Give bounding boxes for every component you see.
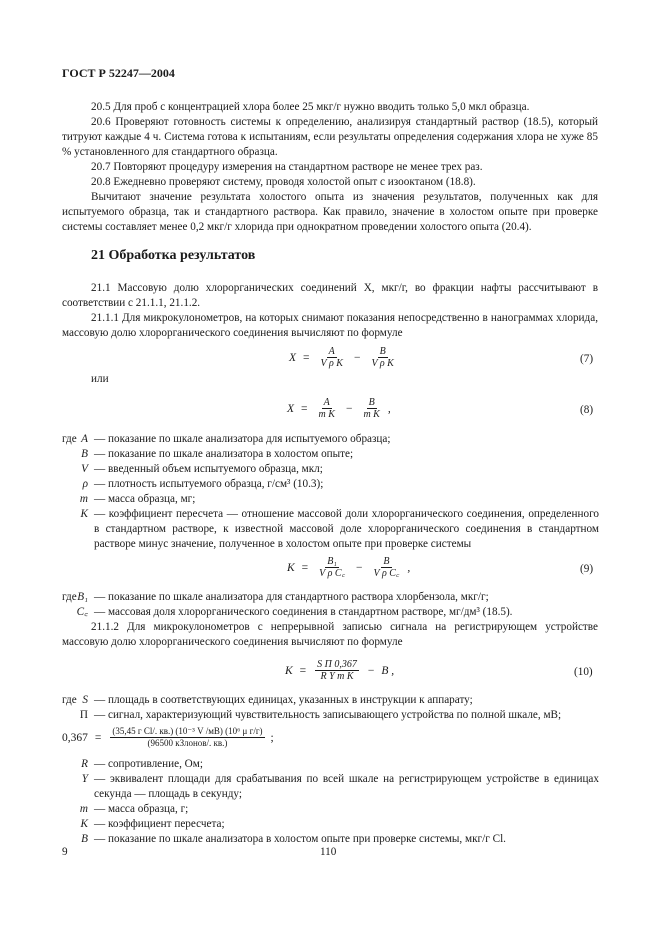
document-header: ГОСТ Р 52247—2004 — [62, 66, 175, 80]
definitions-list-1: A — показание по шкале анализатора для испытуемого образца; B — показание по шкале анализатора в холостом опыте; V — введенный объем испытуемого образца, мкл; ρ — плотность испытуемого образца, г/см³ (10.3); m — масса образца, мг; K — коэффициент пересчета — отношение массовой доли хлорорганического соединения, определенного в стандартном растворе, к известной массовой доле хлорорганического соединения в стандартном растворе минус значение, полученное в холостом опыте при проверке системы — [79, 433, 599, 550]
definitions-list-2: B₁ — показание по шкале анализатора для стандартного раствора хлорбензола, мкг/г; C꜀ — массовая доля хлорорганического соединения в стандартном растворе, мг/дм³ (18.5). — [76, 591, 513, 618]
fraction: $\frac{B}{\text{m K}}$ — [363, 397, 380, 420]
fraction: $\frac{\text{S П 0,367}}{\text{R Y m K}}$ — [317, 659, 357, 682]
equation-number: (10) — [574, 666, 593, 678]
where-label: где — [62, 433, 77, 445]
equation-number: (9) — [580, 563, 594, 575]
where-label: где — [62, 591, 77, 603]
page-number-center: 110 — [320, 846, 337, 858]
definitions-list-3: S — площадь в соответствующих единицах, указанных в инструкции к аппарату; П — сигнал, характеризующий чувствительность записывающего устройства по полной шкале, мВ; — [79, 694, 562, 721]
paragraph-20-6: 20.6 Проверяют готовность системы к определению, анализируя стандартный раствор (18.5), который титруют каждые 4 ч. Система готова к испытаниям, если результаты определения содержания хлора не хуже 85 % установленного для стандартного образца. — [62, 116, 598, 158]
fraction: $\frac{\text{B₁}}{\text{V ρ C꜀}}$ — [319, 556, 346, 579]
page-number-left: 9 — [62, 846, 68, 858]
formula-8: X = $\frac{A}{\text{m K}}$ − $\frac{B}{\text{m K}}$ , — [287, 397, 391, 420]
where-label: где — [62, 694, 77, 706]
formula-9: K = $\frac{\text{B₁}}{\text{V ρ C꜀}}$ − $\frac{B}{\text{V ρ C꜀}}$ , — [287, 556, 411, 579]
fraction: $\frac{A}{\text{V ρ K}}$ — [320, 346, 343, 369]
paragraph-21-1-2: 21.1.2 Для микрокулонометров с непрерывной записью сигнала на регистрирующем устройстве массовую долю хлорорганического соединения вычисляют по формуле — [62, 621, 598, 648]
paragraph-21-1-1: 21.1.1 Для микрокулонометров, на которых снимают показания непосредственно в нанограммах хлорида, массовую долю хлорорганического соединения вычисляют по формуле — [62, 312, 598, 339]
fraction: $\frac{\text{(35,45 г Cl/. кв.) (10⁻³ V /мВ) (10⁶ μ г/г)}}{\text{(96500 кЗлонов/. кв.)}}$ — [112, 726, 263, 748]
formula-7: X = $\frac{A}{\text{V ρ K}}$ − $\frac{B}{\text{V ρ K}}$ — [289, 346, 394, 369]
paragraph-20-8: 20.8 Ежедневно проверяют систему, проводя холостой опыт с изооктаном (18.8). — [91, 176, 476, 188]
fraction: $\frac{B}{\text{V ρ C꜀}}$ — [373, 556, 400, 579]
definitions-list-4: R — сопротивление, Ом; Y — эквивалент площади для срабатывания по всей шкале на регистрирующем устройстве в единицах секунда — площадь в секунду; m — масса образца, г; K — коэффициент пересчета; B — показание по шкале анализатора в холостом опыте при проверке системы, мкг/г Cl. — [79, 758, 599, 845]
formula-10: K = $\frac{\text{S П 0,367}}{\text{R Y m K}}$ − B , — [285, 659, 395, 682]
paragraph-blank-subtraction: Вычитают значение результата холостого опыта из значения результатов, полученных как для испытуемого образца, так и стандартного раствора. Как правило, значение в холостом опыте при проверке системы составляет менее 0,2 мкг/г хлорида при однократном проведении холостого опыта (20.4). — [62, 191, 598, 233]
equation-number: (7) — [580, 353, 594, 365]
paragraph-21-1: 21.1 Массовую долю хлорорганических соединений X, мкг/г, во фракции нафты рассчитывают в соответствии с 21.1.1, 21.1.2. — [62, 282, 598, 309]
fraction: $\frac{B}{\text{V ρ K}}$ — [371, 346, 394, 369]
paragraph-20-7: 20.7 Повторяют процедуру измерения на стандартном растворе не менее трех раз. — [91, 161, 483, 173]
paragraph-20-5: 20.5 Для проб с концентрацией хлора более 25 мкг/г нужно вводить только 5,0 мкл образца. — [91, 101, 530, 113]
or-word: или — [91, 373, 109, 385]
formula-constant: 0,367 = $\frac{\text{(35,45 г Cl/. кв.) (10⁻³ V /мВ) (10⁶ μ г/г)}}{\text{(96500 кЗлонов/. кв.)}}$ ; — [62, 726, 274, 748]
equation-number: (8) — [580, 404, 594, 416]
section-title: 21 Обработка результатов — [91, 248, 256, 263]
fraction: $\frac{A}{\text{m K}}$ — [318, 397, 335, 420]
